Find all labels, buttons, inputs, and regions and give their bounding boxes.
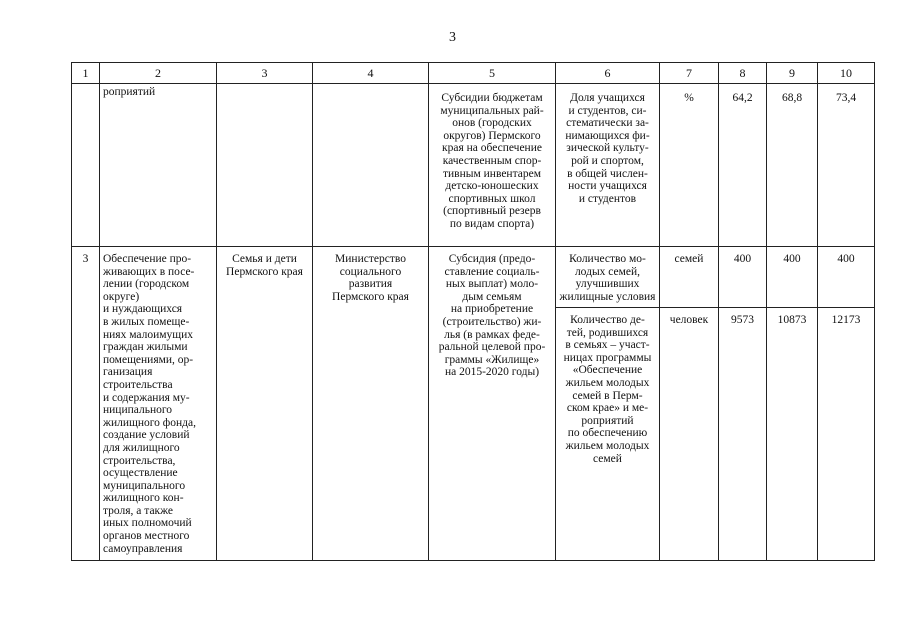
table-row — [72, 84, 875, 247]
header-cell: 6 — [556, 63, 660, 84]
header-cell: 1 — [72, 63, 100, 84]
indicator-cell: Количество мо- лодых семей, улучшивших жилищные условия — [556, 247, 660, 308]
table-row — [72, 247, 875, 308]
header-cell: 3 — [217, 63, 313, 84]
value-cell: 400 — [719, 247, 767, 308]
header-cell: 7 — [660, 63, 719, 84]
header-row — [72, 63, 875, 84]
row-number-cell — [72, 84, 100, 247]
row-number-cell: 3 — [72, 247, 100, 561]
value-cell: 9573 — [719, 308, 767, 561]
executor-cell — [313, 84, 429, 247]
activity-cell: Субсидии бюджетам муниципальных рай- онов (городских округов) Пермского края на обеспечение качественным спор- тивным инвентарем детско-юношеских спортивных школ (спортивный резерв по видам спорта) — [429, 84, 556, 247]
header-cell: 8 — [719, 63, 767, 84]
indicator-cell: Количество де- тей, родившихся в семьях – участ- ницах программы «Обеспечение жильем молодых семей в Перм- ском крае» и ме- роприятий по обеспечению жильем молодых семей — [556, 308, 660, 561]
value-cell: 12173 — [818, 308, 875, 561]
value-cell: 400 — [818, 247, 875, 308]
header-cell: 4 — [313, 63, 429, 84]
task-cell: роприятий — [100, 84, 217, 247]
header-cell: 2 — [100, 63, 217, 84]
value-cell: 68,8 — [767, 84, 818, 247]
unit-cell: человек — [660, 308, 719, 561]
program-cell: Семья и дети Пермского края — [217, 247, 313, 561]
page-number: 3 — [449, 30, 456, 45]
value-cell: 10873 — [767, 308, 818, 561]
activity-cell: Субсидия (предо- ставление социаль- ных выплат) моло- дым семьям на приобретение (строительство) жи- лья (в рамках феде- ральной целевой про- граммы «Жилище» на 2015-2020 годы) — [429, 247, 556, 561]
unit-cell: семей — [660, 247, 719, 308]
program-cell — [217, 84, 313, 247]
header-cell: 5 — [429, 63, 556, 84]
header-cell: 10 — [818, 63, 875, 84]
value-cell: 64,2 — [719, 84, 767, 247]
value-cell: 73,4 — [818, 84, 875, 247]
indicator-cell: Доля учащихся и студентов, си- стематически за- нимающихся фи- зической культу- рой и спортом, в общей числен- ности учащихся и студентов — [556, 84, 660, 247]
header-cell: 9 — [767, 63, 818, 84]
document-table — [71, 62, 875, 561]
executor-cell: Министерство социального развития Пермского края — [313, 247, 429, 561]
task-cell: Обеспечение про- живающих в посе- лении (городском округе) и нуждающихся в жилых помеще- ниях малоимущих граждан жилыми помещениями, ор- ганизация строительства и содержания му- ниципального жилищного фонда, создание условий для жилищного строительства, осуществление муниципального жилищного кон- троля, а также иных полномочий органов местного самоуправления — [100, 247, 217, 561]
unit-cell: % — [660, 84, 719, 247]
value-cell: 400 — [767, 247, 818, 308]
